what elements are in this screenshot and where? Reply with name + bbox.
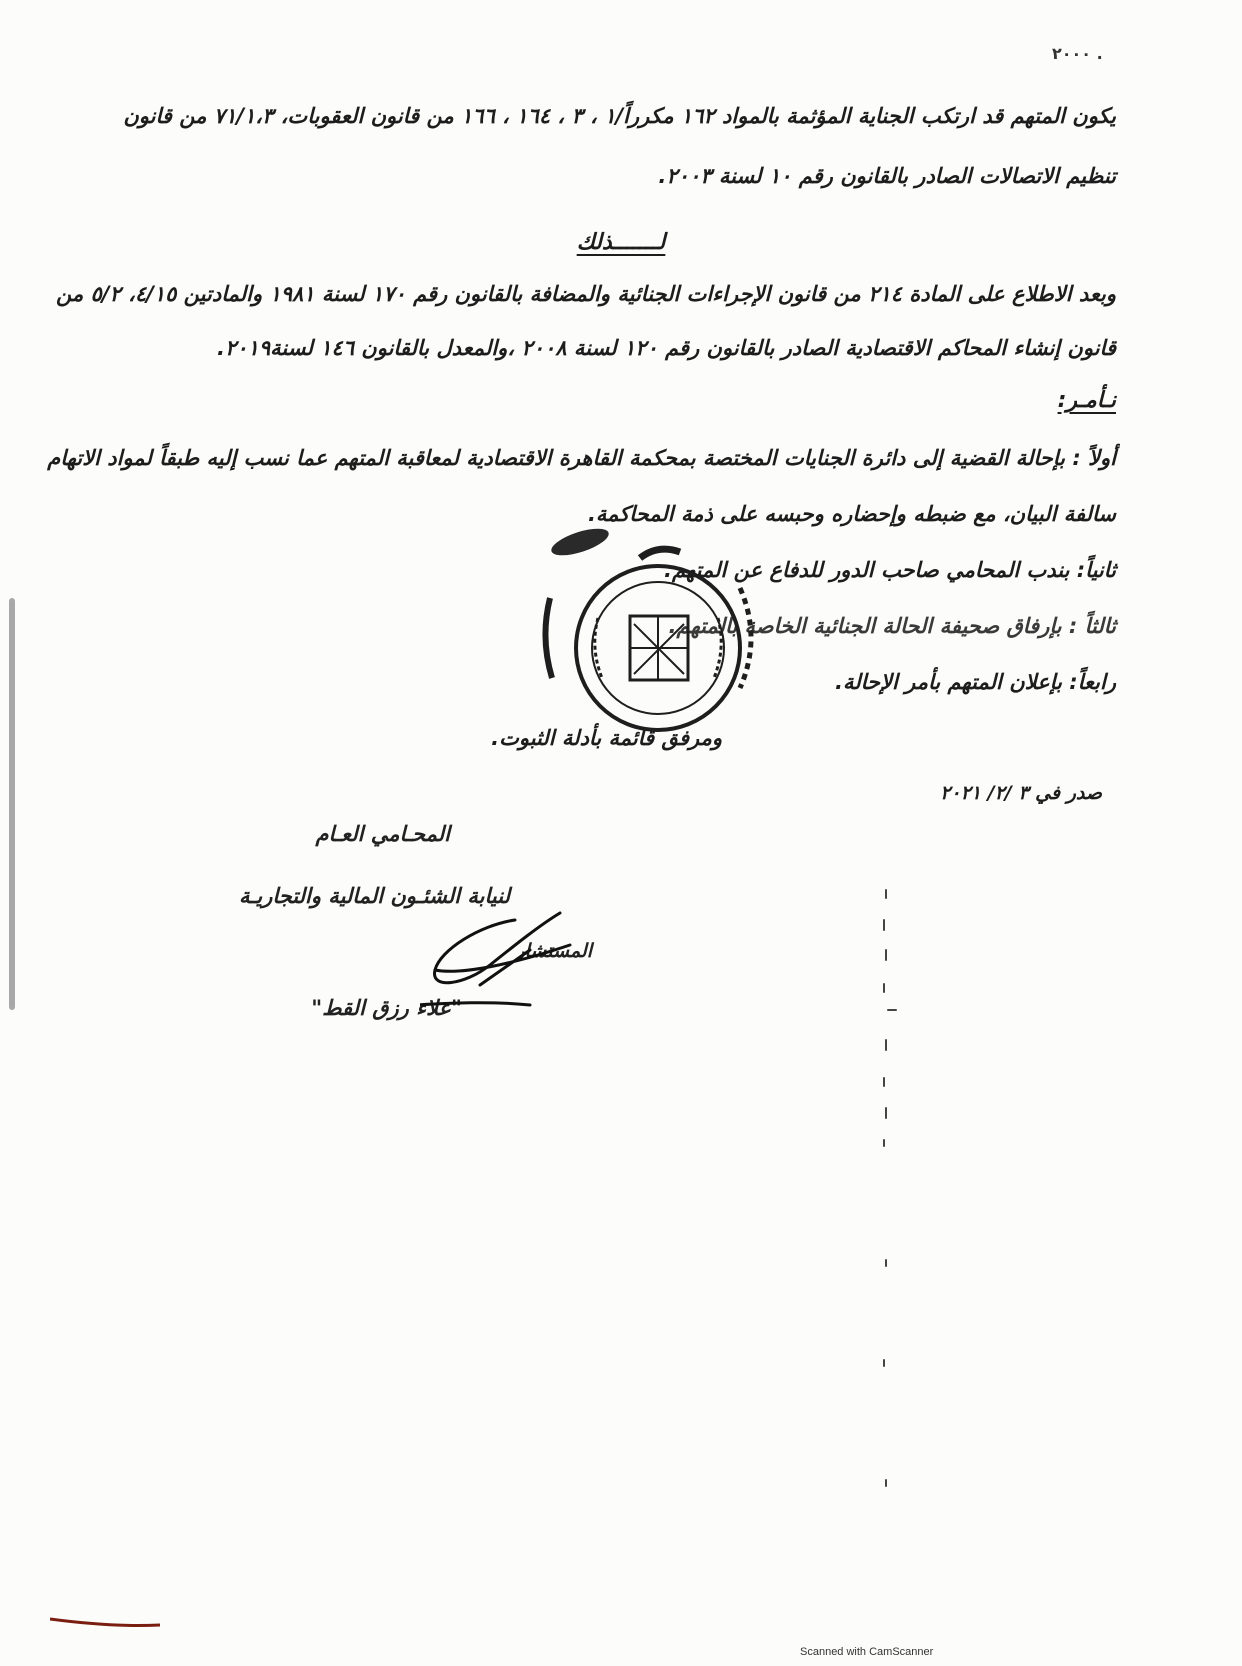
paragraph-1-line-2: تنظيم الاتصالات الصادر بالقانون رقم ١٠ لسنة ٢٠٠٣. [658,164,1116,188]
scanner-watermark: Scanned with CamScanner [800,1646,934,1658]
official-stamp-icon [530,528,780,758]
attached-evidence: ومرفق قائمة بأدلة الثبوت. [491,726,722,750]
order-first-line-2: سالفة البيان، مع ضبطه وإحضاره وحبسه على ذمة المحاكمة. [587,502,1116,526]
scan-edge-stroke-icon [50,1615,160,1629]
order-third: ثالثاً : بإرفاق صحيفة الحالة الجنائية الخاصة بالمتهم. [668,614,1116,638]
paragraph-2-line-1: وبعد الاطلاع على المادة ٢١٤ من قانون الإجراءات الجنائية والمضافة بالقانون رقم ١٧٠ لسنة ١٩٨١ والمادتين ٤/١٥، ٥/٢ من [55,282,1116,306]
order-fourth: رابعاً: بإعلان المتهم بأمر الإحالة. [835,670,1116,694]
scrollbar[interactable] [9,598,15,1010]
scan-edge-marks-icon [870,880,910,1500]
heading-order: نـأمـر: [1057,388,1116,413]
page-marker: ٢٠٠٠ . [1052,44,1103,63]
signature-rank: المستشار [515,940,592,962]
signature-name: "علاء رزق القط" [311,996,462,1020]
paragraph-2-line-2: قانون إنشاء المحاكم الاقتصادية الصادر بالقانون رقم ١٢٠ لسنة ٢٠٠٨ ،والمعدل بالقانون ١٤٦ لسنة٢٠١٩. [217,336,1116,360]
heading-therefore: لـــــــذلك [576,230,666,255]
handwritten-signature-icon [420,905,590,1015]
signature-office: لنيابة الشئـون المالية والتجاريـة [238,884,510,908]
order-first-line-1: أولاً : بإحالة القضية إلى دائرة الجنايات المختصة بمحكمة القاهرة الاقتصادية لمعاقبة المتهم عما نسب إليه طبقاً لمواد الاتهام [47,446,1116,470]
order-second: ثانياً: بندب المحامي صاحب الدور للدفاع عن المتهم. [663,558,1116,582]
issue-date: صدر في ٣ /٢/ ٢٠٢١ [940,782,1102,804]
paragraph-1-line-1: يكون المتهم قد ارتكب الجناية المؤثمة بالمواد ١٦٢ مكرراً/١ ، ٣ ، ١٦٤ ، ١٦٦ من قانون العقوبات، ٧١/١،٣ من قانون [123,104,1116,128]
signature-title: المحـامي العـام [315,822,450,846]
